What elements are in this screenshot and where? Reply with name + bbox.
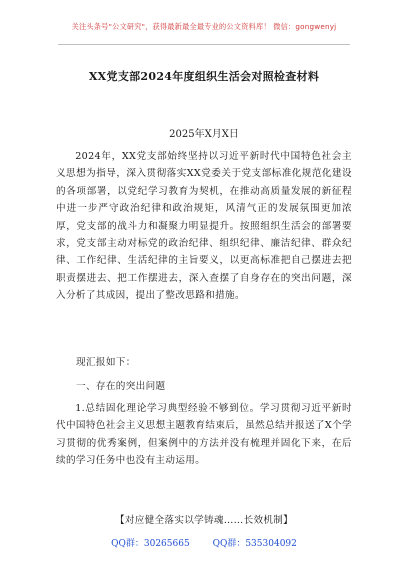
document-title: XX党支部2024年度组织生活会对照检查材料 [88,70,320,83]
point-1-paragraph: 1.总结固化理论学习典型经验不够到位。学习贯彻习近平新时代中国特色社会主义思想主题教育结束后，虽然总结并报送了X个学习贯彻的优秀案例，但案例中的方法并没有梳理并固化下来，在后续的学习任务中也没有主动运用。 [56,403,352,467]
section-heading-1: 一、存在的突出问题 [76,381,166,392]
intro-section [56,148,352,305]
mechanism-note: 【对应健全落实以学铸魂……长效机制】 [114,515,294,526]
header-banner: 关注头条号"公文研究"，获得最新最全最专业的公文资料库！ 微信：gongwenyj [71,22,337,31]
report-intro: 现汇报如下： [76,357,136,368]
header-divider [58,44,350,45]
section-1-body [56,400,352,470]
intro-paragraph: 2024年，XX党支部始终坚持以习近平新时代中国特色社会主义思想为指导，深入贯彻落实XX党委关于党支部标准化规范化建设的各项部署，以党纪学习教育为契机，在推动高质量发展的新征程中进一步严守政治纪律和政治规矩，风清气正的发展氛围更加浓厚，党支部的战斗力和凝聚力明显提升。按照组织生活会的部署要求，党支部主动对标党的政治纪律、组织纪律、廉洁纪律、群众纪律、工作纪律、生活纪律的主旨要义，以更高标准把自己摆进去把职责摆进去、把工作摆进去，深入查摆了自身存在的突出问题，深入分析了其成因，提出了整改思路和措施。 [56,151,352,302]
qq-group-2: QQ群：535304092 [212,539,297,549]
qq-group-1: QQ群：30265665 [111,539,190,549]
document-date: 2025年X月X日 [169,129,239,140]
footer-contact [0,536,408,549]
